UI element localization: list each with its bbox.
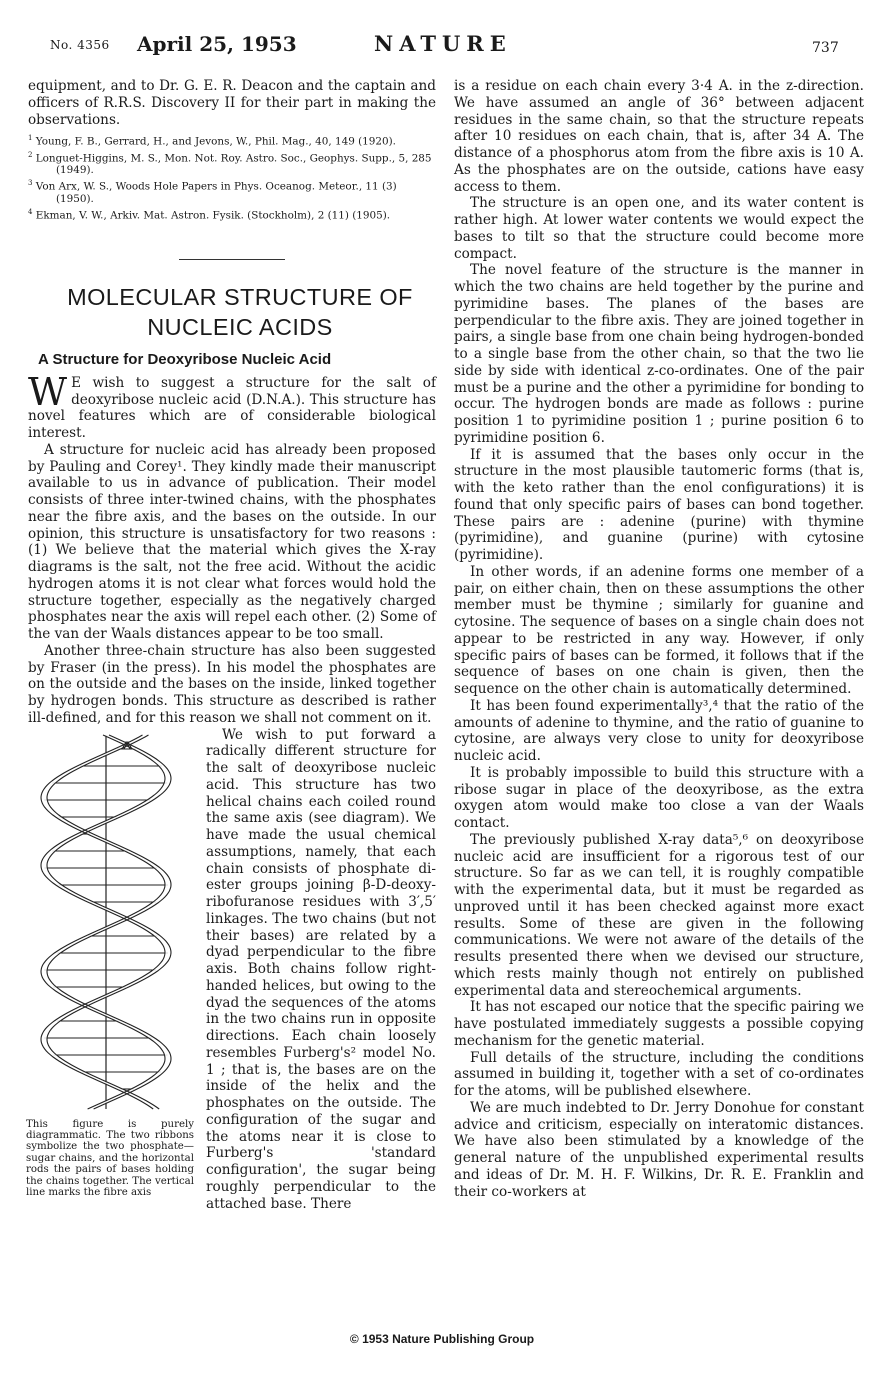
paragraph: We wish to put forward a radically different structure for the salt of deoxyribose nucleic acid. This structure has two helical chains each coiled round the same axis (see diagram). We have made the usual chemical assumptions, namely, that each chain consists of phosphate di-ester groups joining β-D-deoxy-ribofuranose residues with 3′,5′ linkages. The two chains (but not their bases) are related by a dyad perpendicular to the fibre axis. Both chains follow right-handed helices, but owing to the dyad the sequences of the atoms in the two chains run in opposite directions. Each chain loosely resembles Furberg's² model No. 1 ; that is, the bases are on the inside of the helix and the phosphates on the outside. The configuration of the sugar and the atoms near it is close to Furberg's 'standard configuration', the sugar being roughly perpendicular to the attached base. There	[206, 726, 436, 1212]
article-title-line2: NUCLEIC ACIDS	[147, 314, 333, 341]
paragraph: is a residue on each chain every 3·4 A. in the z-direction. We have assumed an angle of 36° between adjacent residues in the same chain, so that the structure repeats after 10 residues on each chain, that is, after 34 A. The distance of a phosphorus atom from the fibre axis is 10 A. As the phosphates are on the outside, cations have easy access to them.	[454, 78, 864, 195]
paragraph: Full details of the structure, including the conditions assumed in building it, together with a set of co-ordinates for the atoms, will be published elsewhere.	[454, 1049, 864, 1099]
chain-ribbon-2-right-edge	[47, 735, 171, 1109]
double-helix-figure	[26, 727, 194, 1199]
copyright-footer: © 1953 Nature Publishing Group	[349, 1332, 535, 1346]
article-title-line1: MOLECULAR STRUCTURE OF	[67, 284, 413, 311]
paragraph: W E wish to suggest a structure for the salt of deoxyribose nucleic acid (D.N.A.). This structure has novel features which are of considerable biological interest.	[28, 369, 436, 442]
paragraph: Another three-chain structure has also been suggested by Fraser (in the press). In his model the phosphates are on the outside and the bases on the inside, linked together by hydrogen bonds. This structure as described is rather ill-defined, and for this reason we shall not comment on it.	[28, 642, 436, 726]
paragraph: If it is assumed that the bases only occur in the structure in the most plausible tautomeric forms (that is, with the keto rather than the enol configurations) it is found that only specific pairs of bases can bond together. These pairs are : adenine (purine) with thymine (pyrimidine), and guanine (purine) with cytosine (pyrimidine).	[454, 446, 864, 563]
paragraph: The novel feature of the structure is the manner in which the two chains are held together by the purine and pyrimidine bases. The planes of the bases are perpendicular to the fibre axis. They are joined together in pairs, a single base from one chain being hydrogen-bonded to a single base from the other chain, so that the two lie side by side with identical z-co-ordinates. One of the pair must be a purine and the other a pyrimidine for bonding to occur. The hydrogen bonds are made as follows : purine position 1 to pyrimidine position 1 ; purine position 6 to pyrimidine position 6.	[454, 262, 864, 446]
page-number: 737	[812, 40, 839, 56]
article-subtitle: A Structure for Deoxyribose Nucleic Acid	[38, 351, 332, 369]
paragraph: It is probably impossible to build this structure with a ribose sugar in place of the deoxyribose, as the extra oxygen atom would make too close a van der Waals contact.	[454, 764, 864, 831]
chain-ribbon-1-left-edge	[41, 735, 165, 1109]
reference-item: $^1$ Young, F. B., Gerrard, H., and Jevons, W., Phil. Mag., 40, 149 (1920).	[28, 134, 396, 148]
journal-name: NATURE	[374, 31, 512, 56]
issue-date: April 25, 1953	[137, 32, 297, 56]
previous-article-ending: equipment, and to Dr. G. E. R. Deacon and the captain and officers of R.R.S. Discovery II for their part in making the observations.	[28, 78, 436, 128]
paragraph: It has not escaped our notice that the specific pairing we have postulated immediately suggests a possible copying mechanism for the genetic material.	[454, 999, 864, 1049]
paragraph: We are much indebted to Dr. Jerry Donohue for constant advice and criticism, especially on interatomic distances. We have also been stimulated by a knowledge of the general nature of the unpublished experimental results and ideas of Dr. M. H. F. Wilkins, Dr. R. E. Franklin and their co-workers at	[454, 1099, 864, 1200]
figure-caption: This figure is purely diagrammatic. The two ribbons symbolize the two phosphate—sugar chains, and the horizontal rods the pairs of bases holding the chains together. The vertical line marks the fibre axis	[26, 1118, 194, 1199]
right-column	[454, 78, 864, 1200]
left-column	[28, 78, 436, 1212]
reference-list	[28, 132, 436, 221]
reference-item: $^4$ Ekman, V. W., Arkiv. Mat. Astron. Fysik. (Stockholm), 2 (11) (1905).	[28, 207, 391, 222]
paragraph: The previously published X-ray data⁵,⁶ on deoxyribose nucleic acid are insufficient for a rigorous test of our structure. So far as we can tell, it is roughly compatible with the experimental data, but it must be regarded as unproved until it has been checked against more exact results. Some of these are given in the following communications. We were not aware of the details of the results presented there when we devised our structure, which rests mainly though not entirely on published experimental data and stereochemical arguments.	[454, 831, 864, 999]
reference-item: $^3$ Von Arx, W. S., Woods Hole Papers in Phys. Oceanog. Meteor., 11 (3) (1950).	[28, 179, 397, 205]
issue-number: No. 4356	[50, 38, 110, 52]
paragraph: In other words, if an adenine forms one member of a pair, on either chain, then on these assumptions the other member must be thymine ; similarly for guanine and cytosine. The sequence of bases on a single chain does not appear to be restricted in any way. However, if only specific pairs of bases can be formed, it follows that if the sequence of bases on one chain is given, then the sequence on the other chain is automatically determined.	[454, 563, 864, 697]
section-divider	[179, 259, 285, 260]
paragraph: It has been found experimentally³,⁴ that the ratio of the amounts of adenine to thymine, and the ratio of guanine to cytosine, are always very close to unity for deoxyribose nucleic acid.	[454, 697, 864, 764]
double-helix-diagram	[26, 727, 186, 1115]
drop-cap: W	[28, 369, 68, 414]
chain-ribbon-1-right-edge	[47, 735, 171, 1109]
reference-item: $^2$ Longuet-Higgins, M. S., Mon. Not. Roy. Astro. Soc., Geophys. Supp., 5, 285 (1949).	[28, 150, 432, 177]
chain-ribbon-2-left-edge	[41, 735, 165, 1109]
paragraph: The structure is an open one, and its water content is rather high. At lower water contents we would expect the bases to tilt so that the structure could become more compact.	[454, 195, 864, 262]
paragraph: A structure for nucleic acid has already been proposed by Pauling and Corey¹. They kindly made their manuscript available to us in advance of publication. Their model consists of three inter-twined chains, with the phosphates near the fibre axis, and the bases on the outside. In our opinion, this structure is unsatisfactory for two reasons : (1) We believe that the material which gives the X-ray diagrams is the salt, not the free acid. Without the acidic hydrogen atoms it is not clear what forces would hold the structure together, especially as the negatively charged phosphates near the axis will repel each other. (2) Some of the van der Waals distances appear to be too small.	[28, 441, 436, 643]
